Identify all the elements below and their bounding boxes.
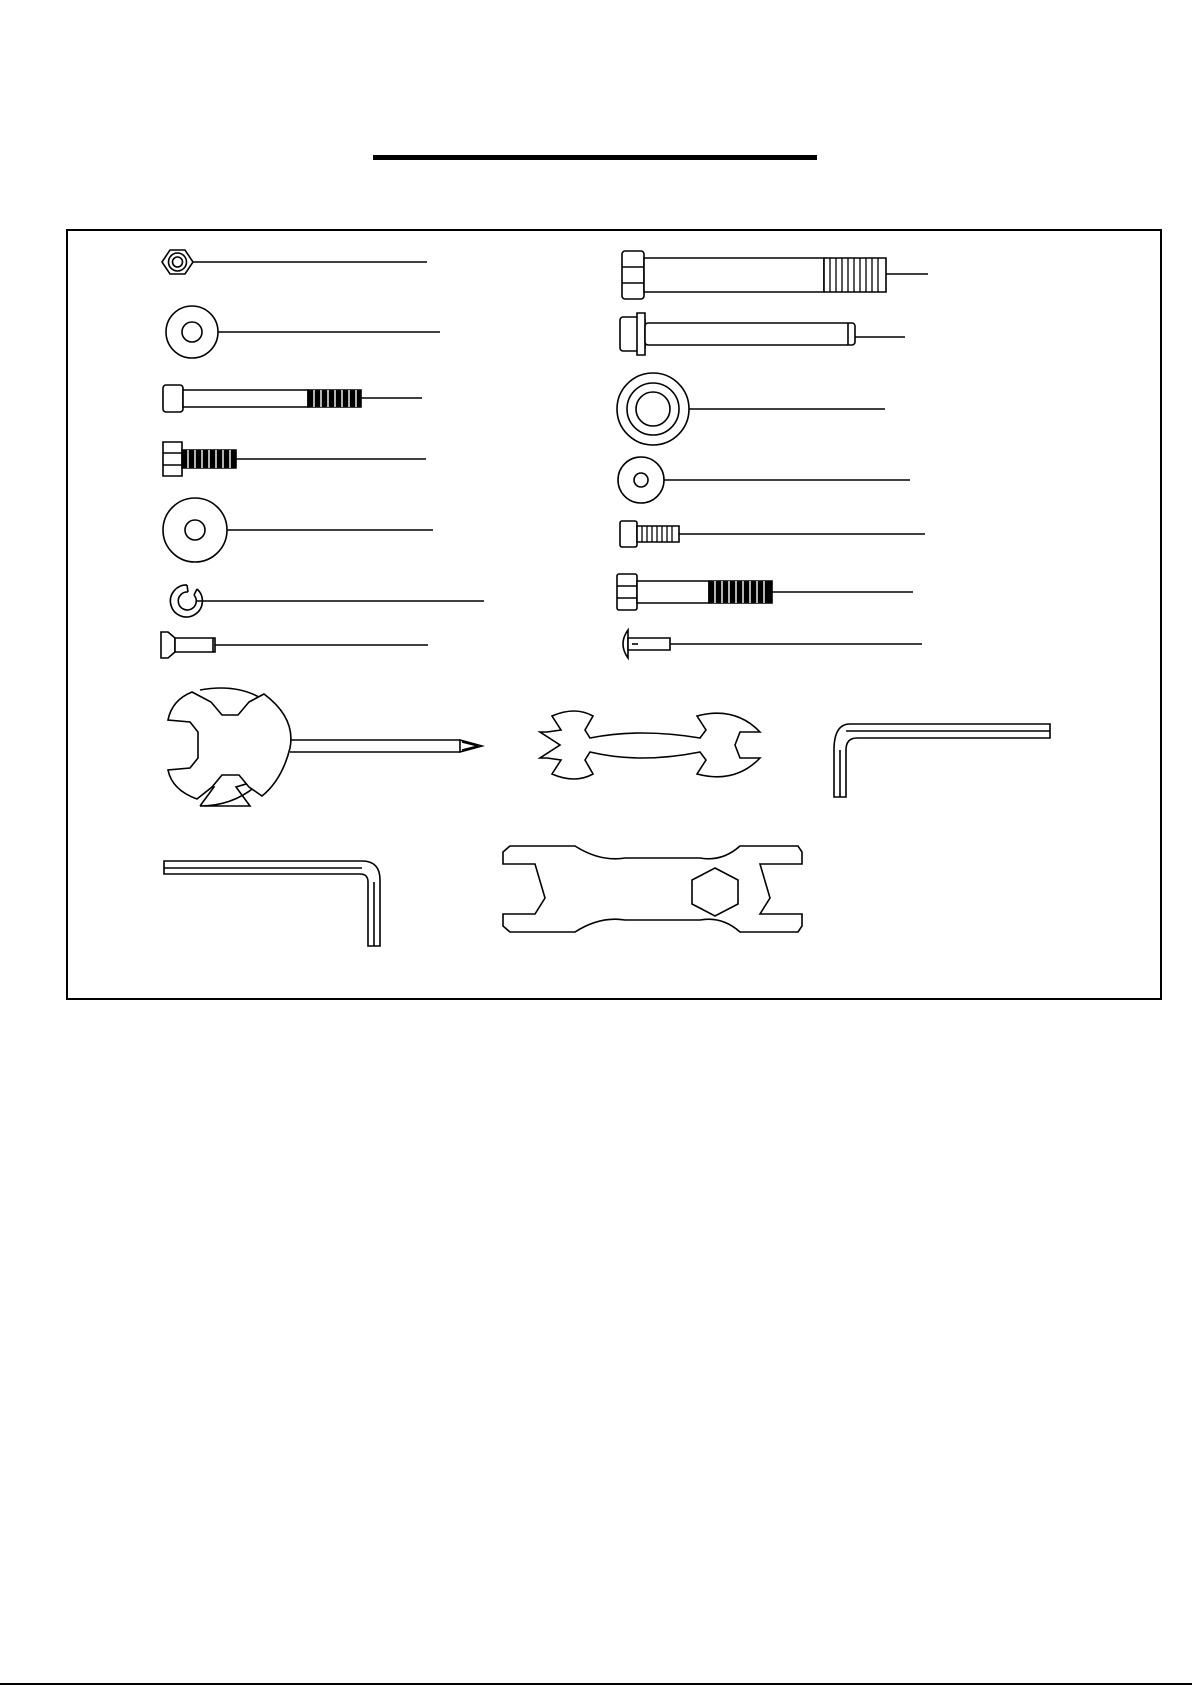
hex-key-large-icon bbox=[164, 861, 380, 946]
short-hex-bolt-icon bbox=[163, 442, 426, 476]
combination-wrench-icon bbox=[503, 846, 802, 932]
shoulder-bolt-icon bbox=[620, 313, 905, 355]
hex-bolt-partial-thread-icon bbox=[622, 251, 928, 299]
long-bolt-icon bbox=[163, 385, 422, 412]
socket-cap-screw-icon bbox=[620, 521, 925, 547]
multi-wrench-screwdriver-icon bbox=[168, 688, 482, 806]
flat-washer-icon bbox=[166, 306, 440, 358]
hex-key-small-icon bbox=[834, 724, 1050, 797]
hex-bolt-medium-icon bbox=[617, 574, 913, 610]
open-end-wrench-icon bbox=[540, 711, 760, 779]
round-head-screw-icon bbox=[623, 630, 922, 658]
thick-spacer-washer-icon bbox=[617, 373, 885, 445]
split-lock-washer-icon bbox=[170, 585, 484, 617]
flat-head-screw-icon bbox=[161, 632, 428, 658]
hex-nut-icon bbox=[162, 250, 427, 274]
large-washer-icon bbox=[163, 498, 433, 562]
small-washer-icon bbox=[618, 457, 910, 503]
